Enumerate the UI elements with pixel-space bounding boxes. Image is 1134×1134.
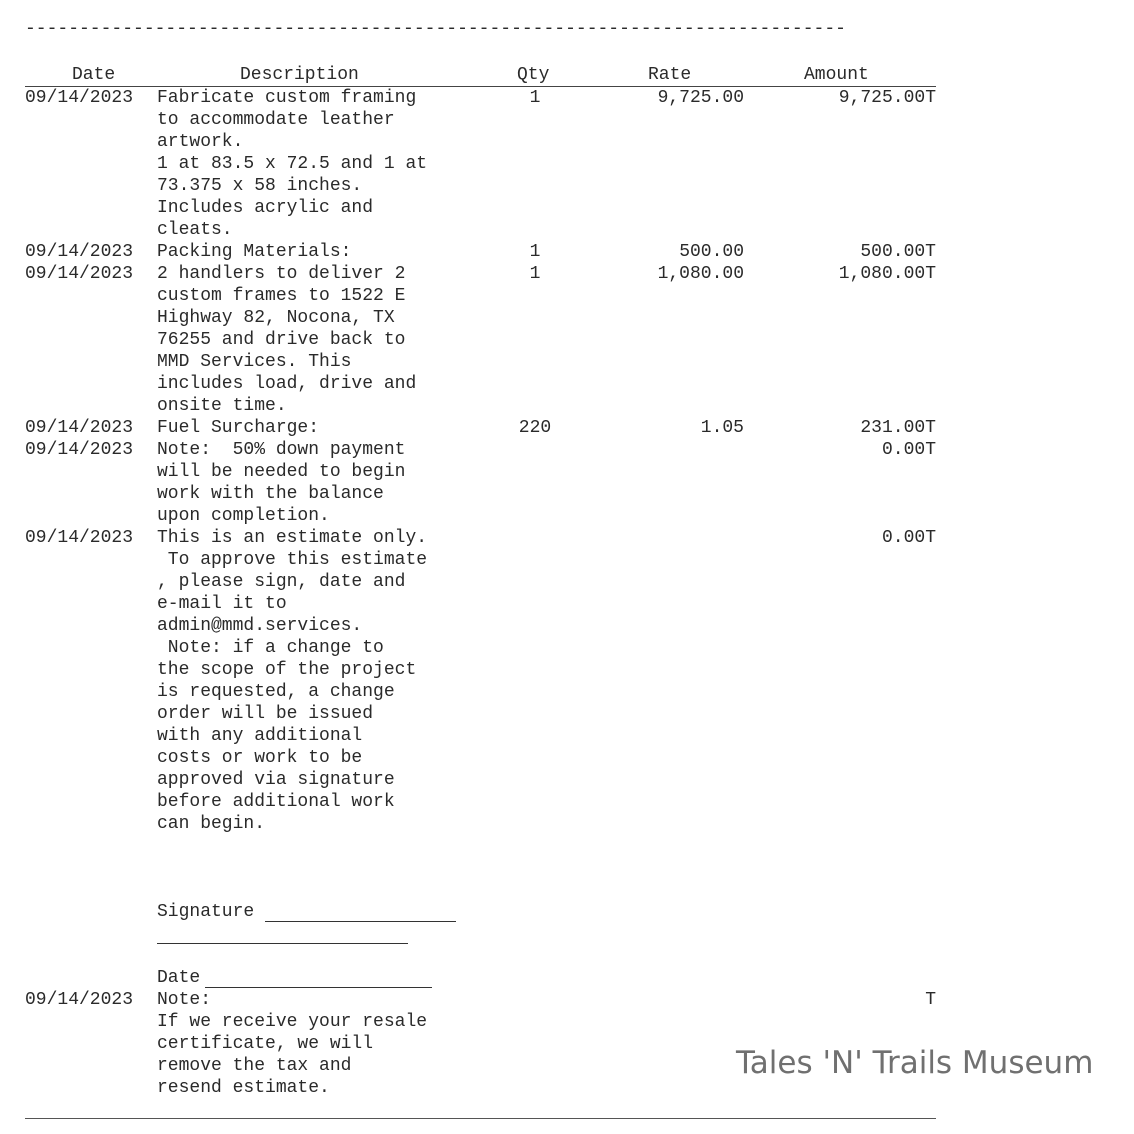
line-item-rate: 1.05 [700,418,744,438]
customer-name-watermark: Tales 'N' Trails Museum [736,1045,1094,1081]
line-item-description: Note: If we receive your resale certificate, we will remove the tax and resend estimate. [157,990,428,1098]
line-item-rate: 500.00 [679,242,744,262]
line-item-description: Fuel Surcharge: [157,418,320,438]
signature-line-continued [157,943,408,944]
signature-date-line [205,987,432,988]
top-dashed-rule: ---------------------------------------------------------------------------- [25,19,846,39]
line-item-qty: 1 [529,88,541,108]
line-item-amount: 0.00T [881,528,936,548]
line-item-qty: 1 [529,242,541,262]
column-header-qty: Qty [517,65,550,85]
signature-label: Signature [157,902,255,922]
line-item-description: This is an estimate only. To approve this estimate , please sign, date and e-mail it to admin@mmd.services. Note: if a change to the scope of the project is requested, a change order will be issued with any additional costs or work to be approved via signature before additional work can begin. [157,528,428,834]
line-item-amount: 9,725.00T [838,88,936,108]
line-item-amount: 0.00T [881,440,936,460]
line-item-rate: 9,725.00 [657,88,744,108]
bottom-rule [25,1118,936,1119]
line-item-date: 09/14/2023 [25,440,134,460]
line-item-date: 09/14/2023 [25,528,134,548]
line-item-description: Note: 50% down payment will be needed to begin work with the balance upon completion. [157,440,406,526]
line-item-description: 2 handlers to deliver 2 custom frames to 1522 E Highway 82, Nocona, TX 76255 and drive back to MMD Services. This includes load, drive and onsite time. [157,264,417,416]
line-item-date: 09/14/2023 [25,242,134,262]
line-item-amount: T [925,990,936,1010]
line-item-description: Fabricate custom framing to accommodate leather artwork. 1 at 83.5 x 72.5 and 1 at 73.375 x 58 inches. Includes acrylic and cleats. [157,88,428,240]
line-item-date: 09/14/2023 [25,418,134,438]
column-header-rate: Rate [648,65,692,85]
line-item-amount: 1,080.00T [838,264,936,284]
signature-line [265,921,456,922]
column-header-amount: Amount [804,65,869,85]
line-item-qty: 1 [529,264,541,284]
signature-date-label: Date [157,968,201,988]
line-item-qty: 220 [518,418,552,438]
line-item-amount: 231.00T [860,418,936,438]
line-item-date: 09/14/2023 [25,990,134,1010]
line-item-date: 09/14/2023 [25,264,134,284]
column-header-description: Description [240,65,359,85]
line-item-date: 09/14/2023 [25,88,134,108]
column-header-date: Date [72,65,116,85]
line-item-amount: 500.00T [860,242,936,262]
line-item-rate: 1,080.00 [657,264,744,284]
line-item-description: Packing Materials: [157,242,352,262]
